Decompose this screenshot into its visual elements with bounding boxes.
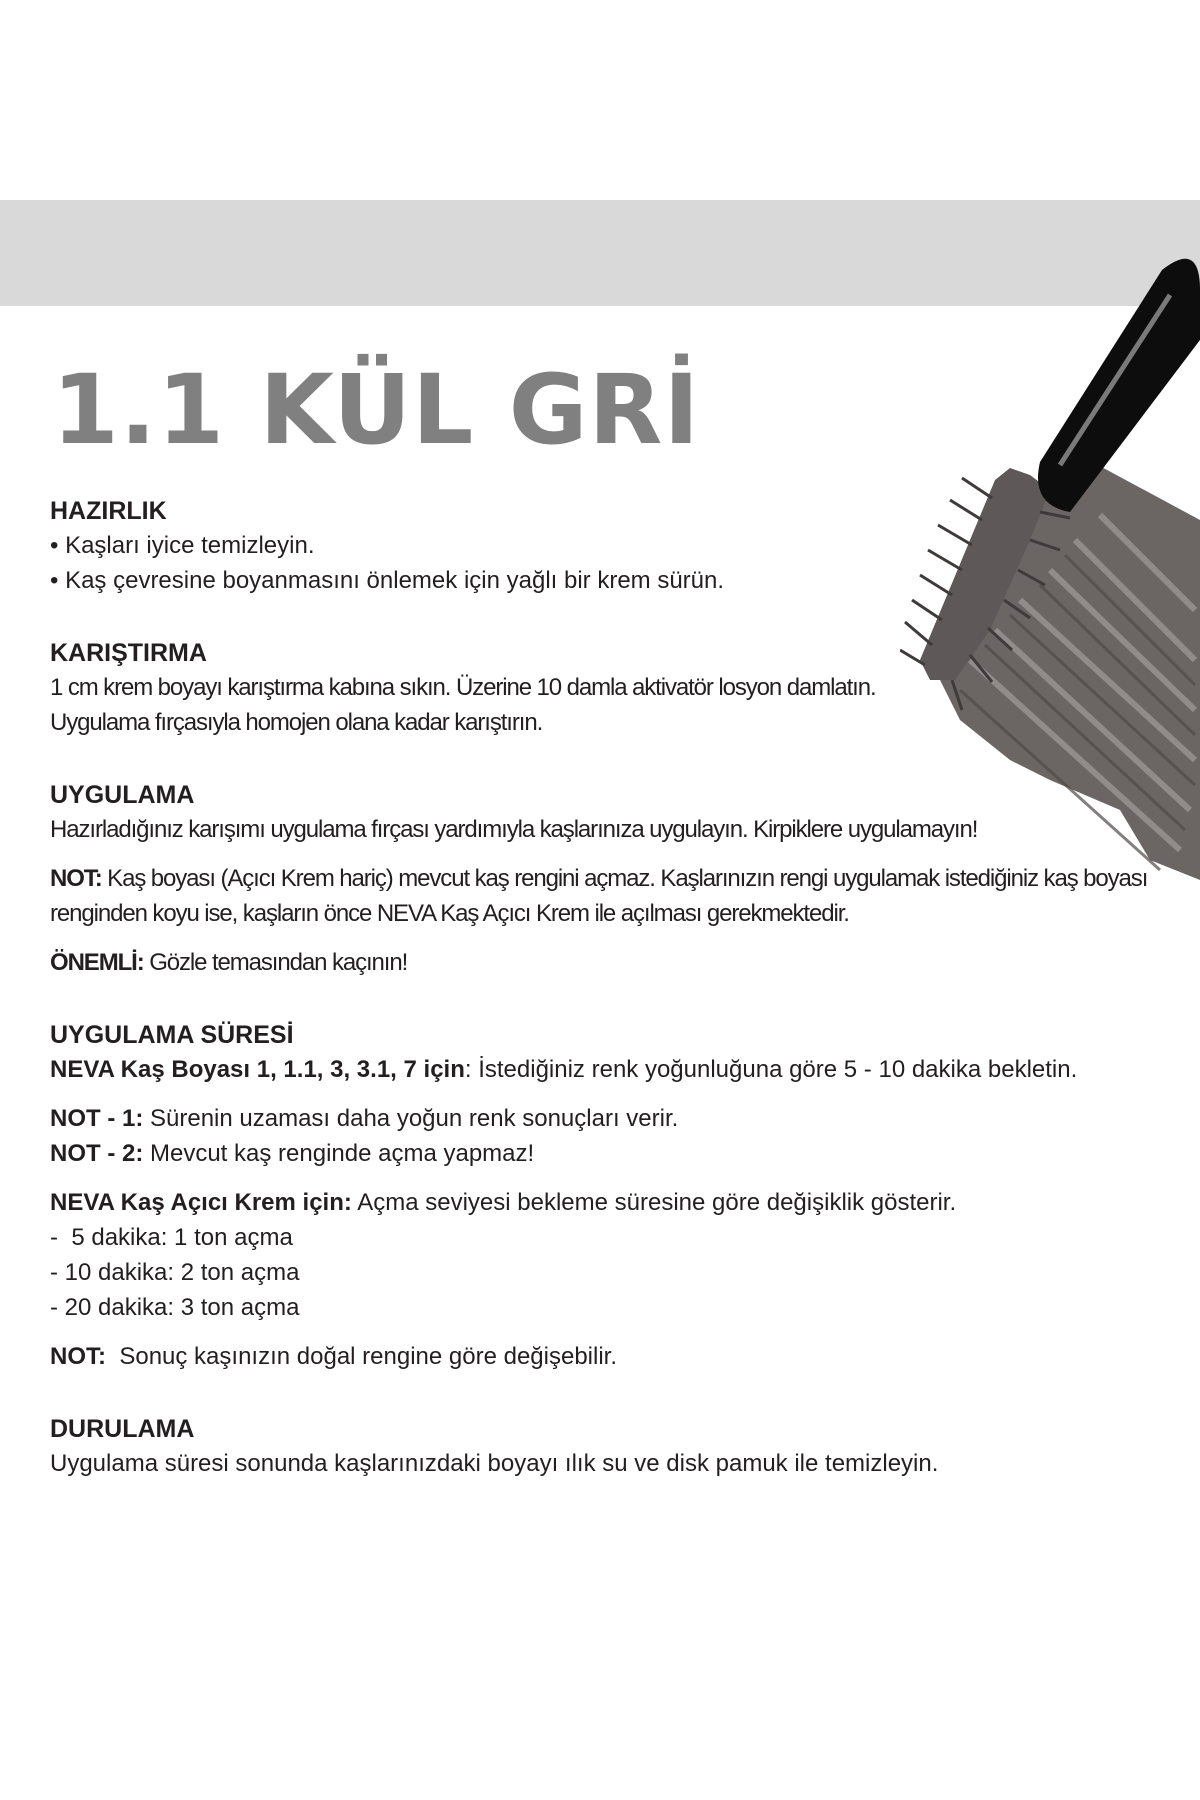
cream-line [50,1185,1160,1220]
note-label: NOT - 2: [50,1140,144,1167]
page-title: 1.1 KÜL GRİ [52,354,701,466]
list-item: • Kaşları iyice temizleyin. [50,532,315,559]
cream-text: Açma seviyesi bekleme süresine göre değişiklik gösterir. [351,1189,957,1216]
product-line [50,1052,1160,1087]
cream-label: NEVA Kaş Açıcı Krem için: [50,1189,352,1216]
list-item: - 5 dakika: 1 ton açma [50,1224,293,1251]
note-line: renginden koyu ise, kaşların önce NEVA Kaş Açıcı Krem ile açılması gerekmektedir. [50,900,849,927]
instructions [50,494,1160,1481]
brush-handle [1038,259,1200,512]
note-line [50,861,1160,896]
section-heading-karistirma: KARIŞTIRMA [50,639,207,667]
list-item: - 10 dakika: 2 ton açma [50,1259,300,1286]
section-heading-hazirlik: HAZIRLIK [50,497,167,525]
important-line [50,945,1160,980]
note-label: NOT: [50,865,102,892]
paragraph-line: 1 cm krem boyayı karıştırma kabına sıkın. Üzerine 10 damla aktivatör losyon damlatın. [50,674,876,701]
section-heading-sure: UYGULAMA SÜRESİ [50,1021,294,1049]
note-text: Kaş boyası (Açıcı Krem hariç) mevcut kaş rengini açmaz. Kaşlarınızın rengi uygulamak istediğiniz kaş boyası [101,865,1148,892]
note-text: Sürenin uzaması daha yoğun renk sonuçları verir. [143,1105,679,1132]
list-item: - 20 dakika: 3 ton açma [50,1294,300,1321]
important-text: Gözle temasından kaçının! [143,949,408,976]
note-label: NOT: [50,1343,106,1370]
product-label: NEVA Kaş Boyası 1, 1.1, 3, 3.1, 7 için [50,1056,465,1083]
section-heading-durulama: DURULAMA [50,1415,195,1443]
important-label: ÖNEMLİ: [50,949,144,976]
paragraph-line: Uygulama fırçasıyla homojen olana kadar karıştırın. [50,709,543,736]
note-line [50,1136,1160,1171]
note-text: Sonuç kaşınızın doğal rengine göre değişebilir. [106,1343,617,1370]
note-label: NOT - 1: [50,1105,144,1132]
product-text: : İstediğiniz renk yoğunluğuna göre 5 - 10 dakika bekletin. [464,1056,1078,1083]
note-text: Mevcut kaş renginde açma yapmaz! [143,1140,535,1167]
note-line [50,1101,1160,1136]
list-item: • Kaş çevresine boyanmasını önlemek için yağlı bir krem sürün. [50,567,725,594]
paragraph-line: Hazırladığınız karışımı uygulama fırçası yardımıyla kaşlarınıza uygulayın. Kirpiklere uygulamayın! [50,816,978,843]
paragraph-line: Uygulama süresi sonunda kaşlarınızdaki boyayı ılık su ve disk pamuk ile temizleyin. [50,1450,939,1477]
result-note-line [50,1339,1160,1374]
section-heading-uygulama: UYGULAMA [50,781,195,809]
